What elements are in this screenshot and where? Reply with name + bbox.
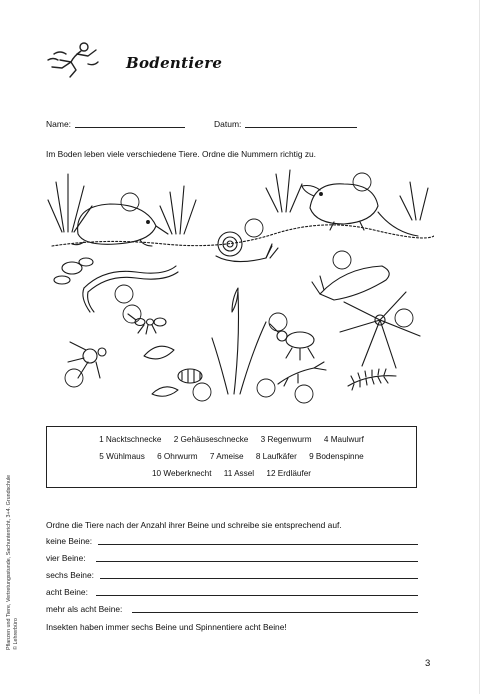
harvestman-drawing [340, 292, 420, 368]
answer-circle [257, 379, 275, 397]
name-label: Name: [46, 119, 72, 129]
legend-row-3 [47, 469, 416, 478]
page-title: Bodentiere [126, 54, 223, 72]
vole-drawing [302, 184, 418, 236]
answer-circle [295, 385, 313, 403]
answer-circle [245, 219, 263, 237]
date-label: Datum: [214, 119, 242, 129]
answer-line-four-legs[interactable] [96, 561, 418, 562]
answer-circle [193, 383, 211, 401]
centipede-drawing [348, 369, 396, 390]
legend-item: 2 Gehäuseschnecke [173, 435, 249, 444]
answer-line-eight-legs[interactable] [96, 595, 418, 596]
legend-item: 11 Assel [223, 469, 255, 478]
legend-item: 3 Regenwurm [260, 435, 312, 444]
answer-label-more-legs: mehr als acht Beine: [46, 604, 123, 614]
name-field[interactable] [75, 127, 185, 128]
answer-circles [65, 173, 413, 403]
woodlouse-drawing [178, 369, 202, 383]
legend-item: 7 Ameise [209, 452, 244, 461]
soil-animals-illustration [44, 162, 434, 414]
answer-label-six-legs: sechs Beine: [46, 570, 94, 580]
grass-tuft-far-right [400, 182, 428, 220]
legend-item: 1 Nacktschnecke [99, 435, 162, 444]
answer-circle [395, 309, 413, 327]
answer-circle [65, 369, 83, 387]
earwig-drawing [278, 362, 326, 386]
side-credit-line-2: © Lehrerbüro [13, 618, 19, 650]
legend-item: 12 Erdläufer [266, 469, 311, 478]
answer-line-no-legs[interactable] [98, 544, 418, 545]
stones-drawing [54, 258, 93, 284]
side-credit [6, 475, 20, 650]
answer-line-more-legs[interactable] [132, 612, 418, 613]
snail-drawing [216, 232, 278, 262]
ground-spider-drawing [68, 342, 106, 378]
legend-item: 9 Bodenspinne [309, 452, 364, 461]
ground-beetle-drawing [270, 324, 314, 360]
answer-circle [333, 251, 351, 269]
reeds-drawing [212, 288, 266, 394]
grass-tuft-right [266, 170, 302, 212]
answer-line-six-legs[interactable] [100, 578, 418, 579]
answer-circle [123, 305, 141, 323]
answer-circle [269, 313, 287, 331]
task-text: Ordne die Tiere nach der Anzahl ihrer Beine und schreibe sie entsprechend auf. [46, 520, 342, 530]
grass-tuft-left [48, 174, 92, 232]
legend-item: 10 Weberknecht [152, 469, 212, 478]
animal-legend-box [46, 426, 417, 488]
mole-drawing [72, 204, 168, 246]
ant-drawing [128, 314, 166, 334]
legend-item: 5 Wühlmaus [99, 452, 145, 461]
answer-label-no-legs: keine Beine: [46, 536, 93, 546]
intro-text: Im Boden leben viele verschiedene Tiere. Ordne die Nummern richtig zu. [46, 149, 316, 159]
answer-circle [115, 285, 133, 303]
answer-circle [353, 173, 371, 191]
answer-label-eight-legs: acht Beine: [46, 587, 88, 597]
answer-label-four-legs: vier Beine: [46, 553, 86, 563]
grass-tuft-center [160, 186, 196, 234]
running-figure-logo [44, 40, 114, 80]
date-field[interactable] [245, 127, 357, 128]
legend-row-2 [47, 452, 416, 461]
legend-item: 4 Maulwurf [323, 435, 364, 444]
legend-item: 8 Laufkäfer [255, 452, 297, 461]
slug-drawing [312, 266, 389, 300]
hint-text: Insekten haben immer sechs Beine und Spinnentiere acht Beine! [46, 622, 287, 632]
side-credit-line-1: Pflanzen und Tiere, Vertretungsstunde, Sachunterricht, 3+4. Grundschule [6, 474, 12, 650]
answer-circle [121, 193, 139, 211]
page-number: 3 [425, 658, 431, 669]
leaves-drawing [144, 346, 178, 396]
legend-item: 6 Ohrwurm [157, 452, 198, 461]
legend-row-1 [47, 435, 416, 444]
